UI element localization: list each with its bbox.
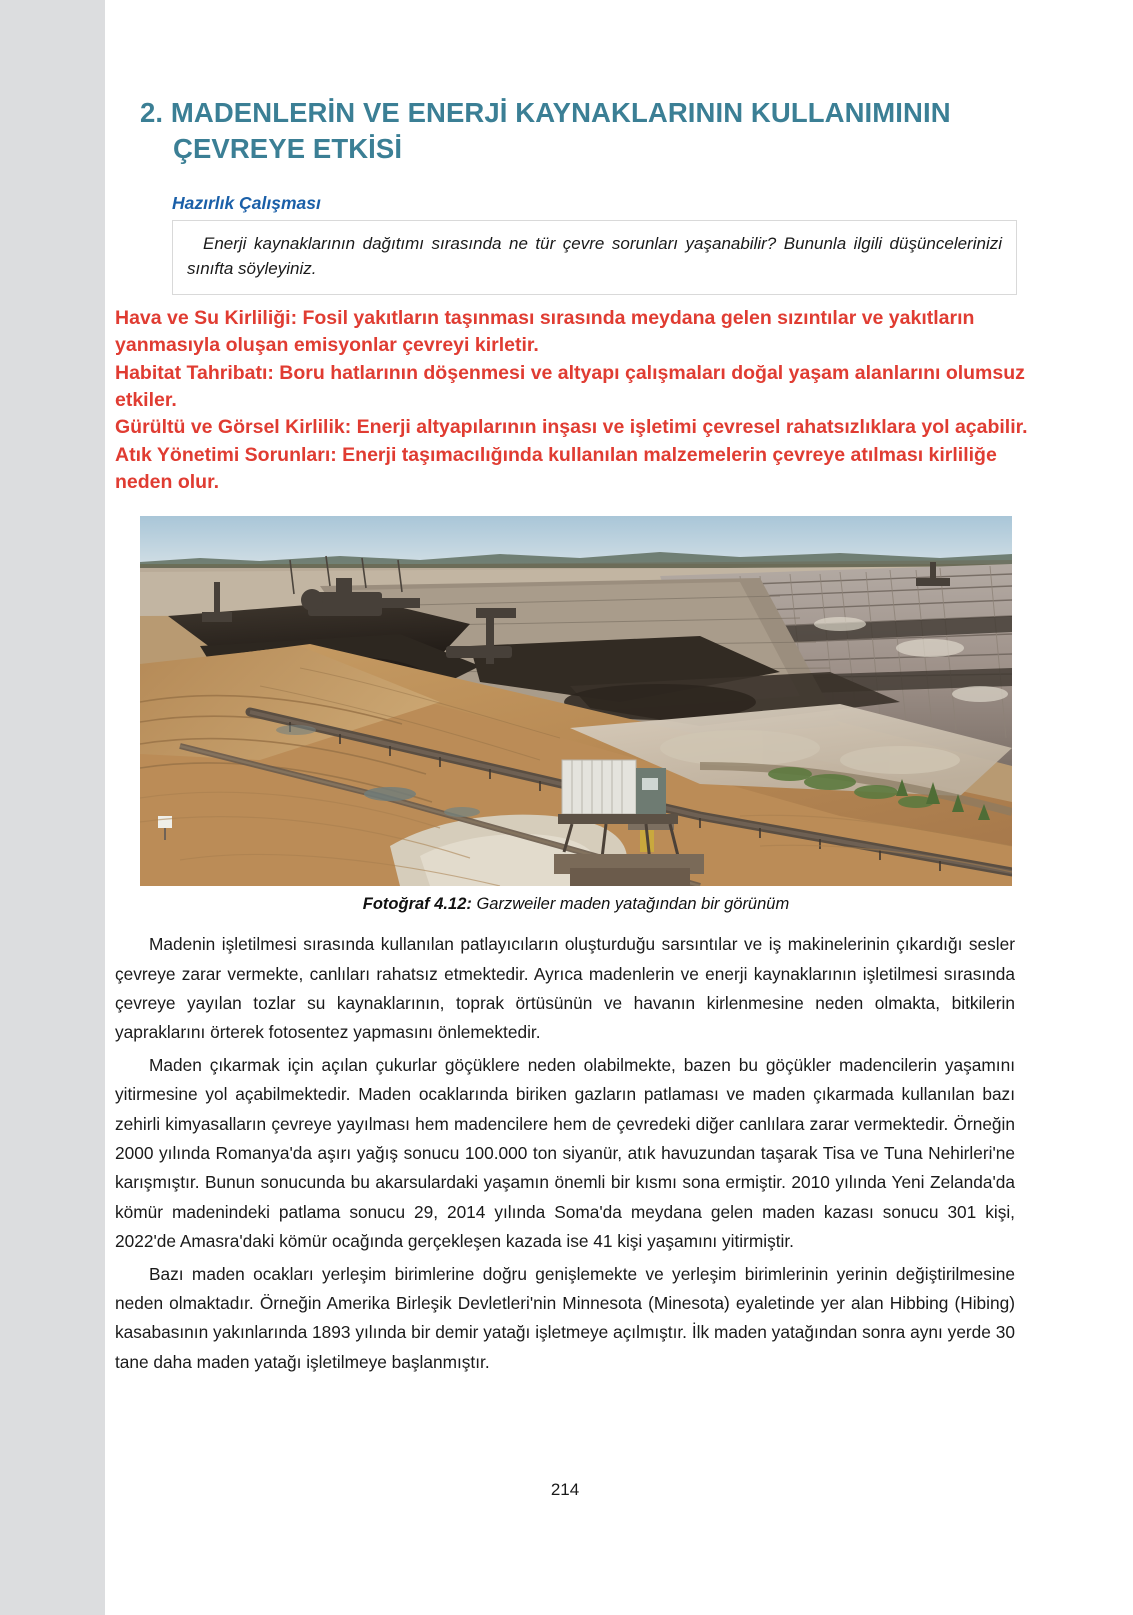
gutter-white-strip: [105, 0, 115, 1615]
preparation-question: Enerji kaynaklarının dağıtımı sırasında ne tür çevre sorunları yaşanabilir? Bununla ilgili düşüncelerinizi sınıfta söyleyiniz.: [187, 233, 1002, 279]
mine-photo-illustration: [140, 516, 1012, 886]
answer-line-waste: Atık Yönetimi Sorunları: Enerji taşımacılığında kullanılan malzemelerin çevreye atılması kirliliğe neden olur.: [115, 443, 997, 493]
figure-caption: [140, 895, 1012, 914]
handwritten-answer-block: [115, 305, 1050, 496]
answer-line-habitat: Habitat Tahribatı: Boru hatlarının döşenmesi ve altyapı çalışmaları doğal yaşam alanlarını olumsuz etkiler.: [115, 361, 1025, 412]
body-paragraph-2: Maden çıkarmak için açılan çukurlar göçüklere neden olabilmekte, bazen bu göçükler madencilerin yaşamını yitirmesine yol açabilmektedir. Maden ocaklarında biriken gazların patlaması ve maden çıkarmada kullanılan bazı zehirli kimyasalların çevreye yayılması hem madencilere hem de çevredeki diğer canlılara zarar vermektedir. Örneğin 2000 yılında Romanya'da aşırı yağış sonucu 100.000 ton siyanür, atık havuzundan taşarak Tisa ve Tuna Nehirleri'ne karışmıştır. Bunun sonucunda bu akarsulardaki yaşamın önemli bir kısmı sona ermiştir. 2010 yılında Yeni Zelanda'da kömür madenindeki patlama sonucu 29, 2014 yılında Soma'da meydana gelen maden kazası sonucu 301 kişi, 2022'de Amasra'daki kömür ocağında gerçekleşen kazada ise 41 kişi yaşamını yitirmiştir.: [115, 1054, 1015, 1252]
open-pit-lignite-mine-photo: [140, 516, 1012, 886]
answer-line-air-water: Hava ve Su Kirliliği: Fosil yakıtların taşınması sırasında meydana gelen sızıntılar ve yakıtların yanmasıyla oluşan emisyonlar çevreyi kirletir.: [115, 307, 975, 357]
figure-caption-text: Garzweiler maden yatağından bir görünüm: [471, 895, 790, 914]
preparation-box: [172, 220, 1017, 296]
page-body: [115, 0, 1133, 1615]
body-paragraph-3: Bazı maden ocakları yerleşim birimlerine doğru genişlemekte ve yerleşim birimlerinin yerinin değiştirilmesine neden olmaktadır. Örneğin Amerika Birleşik Devletleri'nin Minnesota (Minesota) eyaletinde yer alan Hibbing (Hibing) kasabasının yakınlarında 1893 yılında bir demir yatağı işletmeye açılmıştır. İlk maden yatağından sonra aynı yerde 30 tane daha maden yatağı işletilmeye başlanmıştır.: [115, 1263, 1015, 1372]
body-paragraph-1: Madenin işletilmesi sırasında kullanılan patlayıcıların oluşturduğu sarsıntılar ve iş makinelerinin çıkardığı sesler çevreye zarar vermekte, canlıları rahatsız etmektedir. Ayrıca madenlerin ve enerji kaynaklarının işletilmesi sırasında çevreye yayılan tozlar su kaynaklarının, toprak örtüsünün ve havanın kirlenmesine neden olmakta, bitkilerin yapraklarını örterek fotosentez yapmasını önlemektedir.: [115, 934, 1015, 1043]
page-number: 214: [550, 1480, 580, 1499]
preparation-title: Hazırlık Çalışması: [172, 192, 321, 213]
page-content: [115, 95, 1028, 1380]
page-title: [140, 95, 1020, 167]
page-title-line-1: 2. MADENLERİN VE ENERJİ KAYNAKLARININ KULLANIMININ: [140, 97, 951, 128]
answer-line-noise-visual: Gürültü ve Görsel Kirlilik: Enerji altyapılarının inşası ve işletimi çevresel rahatsızlıklara yol açabilir.: [115, 416, 1028, 439]
preparation-activity: [172, 193, 1017, 296]
body-text: [115, 930, 1015, 1377]
left-gutter-band: [0, 0, 105, 1615]
page-title-line-2: ÇEVREYE ETKİSİ: [173, 132, 403, 164]
figure-label: Fotoğraf 4.12:: [362, 895, 472, 914]
